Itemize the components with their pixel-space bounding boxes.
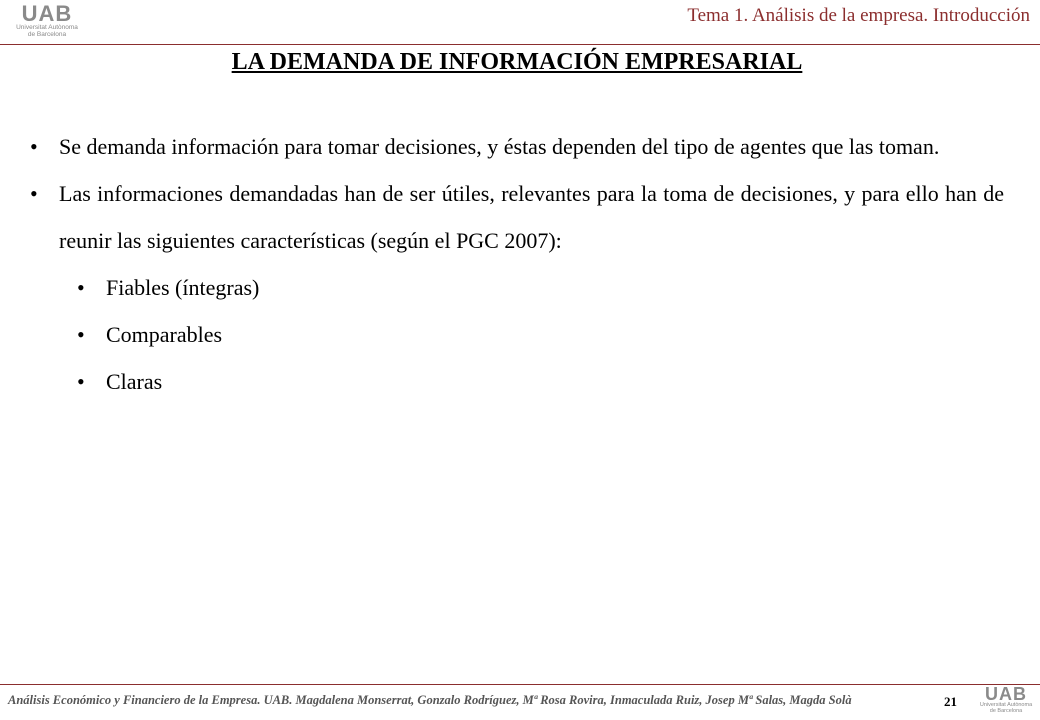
topic-header: Tema 1. Análisis de la empresa. Introducción xyxy=(687,5,1030,26)
uab-logo-line1: Universitat Autònoma xyxy=(979,702,1033,708)
slide-content xyxy=(30,123,1004,405)
footer-divider xyxy=(0,684,1040,685)
uab-logo-mark: UAB xyxy=(21,1,73,26)
uab-logo-line1: Universitat Autònoma xyxy=(16,24,78,31)
header-divider xyxy=(0,44,1040,45)
slide-title: LA DEMANDA DE INFORMACIÓN EMPRESARIAL xyxy=(231,49,803,75)
uab-logo-line2: de Barcelona xyxy=(989,707,1023,714)
uab-logo-line2: de Barcelona xyxy=(27,30,67,38)
sub-bullet-item: • Comparables xyxy=(30,311,1004,358)
bullet-item: • Las informaciones demandadas han de ser útiles, relevantes para la toma de decisiones, y para ello han de reunir las siguientes características (según el PGC 2007): xyxy=(30,170,1004,264)
bullet-item: • Se demanda información para tomar decisiones, y éstas dependen del tipo de agentes que las toman. xyxy=(30,123,1004,170)
footer-credits: Análisis Económico y Financiero de la Empresa. UAB. Magdalena Monserrat, Gonzalo Rodríguez, Mª Rosa Rovira, Inmaculada Ruiz, Josep Mª Salas, Magda Solà xyxy=(8,693,852,707)
sub-bullet-item: • Fiables (íntegras) xyxy=(30,264,1004,311)
page-number: 21 xyxy=(944,694,957,709)
uab-logo-footer xyxy=(976,685,1036,715)
uab-logo-mark: UAB xyxy=(985,684,1027,704)
uab-logo xyxy=(8,3,86,39)
sub-bullet-item: • Claras xyxy=(30,358,1004,405)
